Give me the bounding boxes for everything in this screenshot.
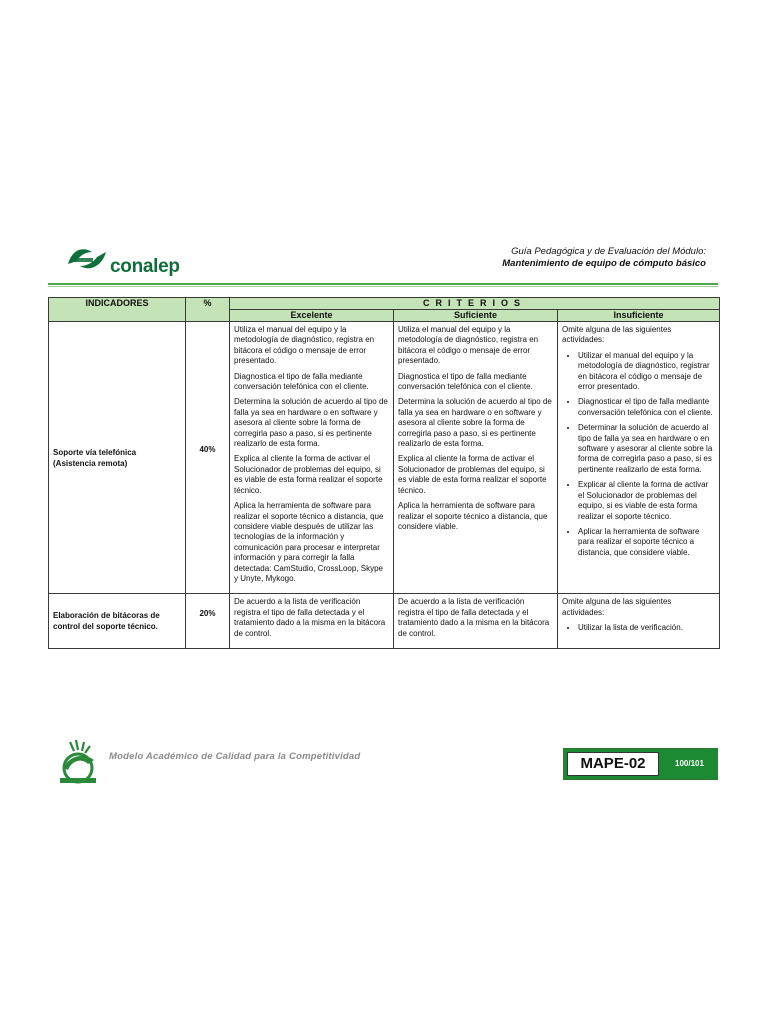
suficiente-cell [394,322,558,594]
header-divider [48,283,718,285]
document-code-box [563,748,718,780]
insuficiente-cell [558,322,720,594]
brand-name: conalep [110,256,180,277]
list-item: • Aplicar la herramienta de software para realizar el soporte técnico a distancia, que considere viable. [578,527,715,558]
percent-cell: 20% [186,594,230,649]
list-item: • Determinar la solución de acuerdo al tipo de falla ya sea en hardware o en software y asesorar al cliente sobre la forma de corregirla paso a paso, si es pertinente realizarlo de esta forma. [578,423,715,475]
table-row [49,594,720,649]
omission-list [562,351,715,558]
insuficiente-cell [558,594,720,649]
document-code: MAPE-02 [567,752,659,776]
criterion-text: Determina la solución de acuerdo al tipo de falla ya sea en hardware o en software y asesora al cliente sobre la forma de corregirla paso a paso, si es pertinente realizarlo de esta forma. [234,397,388,449]
list-item: • Explicar al cliente la forma de activar el Solucionador de problemas del equipo, si es viable de esta forma realizar el soporte técnico. [578,480,715,522]
criterion-text: Diagnostica el tipo de falla mediante conversación telefónica con el cliente. [398,371,533,392]
header-insuficiente: Insuficiente [558,310,720,322]
header-excelente: Excelente [230,310,394,322]
criterion-text: Utiliza el manual del equipo y la metodología de diagnóstico, registra en bitácora el código o mensaje de error presentado. [234,325,375,366]
table-row [49,322,720,594]
criterion-text: Explica al cliente la forma de activar el Solucionador de problemas del equipo, si es viable de esta forma realizar el soporte técnico. [234,454,383,495]
header-percent: % [186,298,230,322]
criterion-text: Utiliza el manual del equipo y la metodología de diagnóstico, registra en bitácora el código o mensaje de error presentado. [398,325,539,366]
footer-slogan: Modelo Académico de Calidad para la Competitividad [109,751,361,762]
conalep-emblem-icon [66,244,110,274]
guide-title: Guía Pedagógica y de Evaluación del Módulo: [511,246,706,257]
criterion-text: De acuerdo a la lista de verificación registra el tipo de falla detectada y el tratamiento dado a la misma en la bitácora de control. [234,597,386,638]
criterion-text: De acuerdo a la lista de verificación registra el tipo de falla detectada y el tratamiento dado a la misma en la bitácora de control. [398,597,550,638]
omission-list [562,623,715,633]
list-item: • Utilizar la lista de verificación. [578,623,715,633]
document-header [502,246,706,270]
indicator-cell: Soporte vía telefónica (Asistencia remota) [49,322,186,594]
header-criterios: CRITERIOS [230,298,720,310]
header-suficiente: Suficiente [394,310,558,322]
suficiente-cell [394,594,558,649]
percent-cell: 40% [186,322,230,594]
module-name: Mantenimiento de equipo de cómputo básico [502,258,706,269]
header-divider-light [48,286,718,287]
rubric-table [48,297,720,649]
excelente-cell [230,594,394,649]
excelente-cell [230,322,394,594]
criterion-text: Aplica la herramienta de software para realizar el soporte técnico a distancia, que considere viable. [398,501,548,531]
criterion-text: Aplica la herramienta de software para realizar el soporte técnico a distancia, que considere viable después de utilizar las tecnologías de la información y comunicación para procesar e interpretar información y para corregir la falla detectada: CamStudio, CrossLoop, Skype y Unyte, Mykogo. [234,501,384,583]
header-indicadores: INDICADORES [49,298,186,322]
criterion-intro: Omite alguna de las siguientes actividades: [562,325,672,345]
quality-emblem-icon [54,738,104,786]
criterion-intro: Omite alguna de las siguientes actividades: [562,597,672,617]
list-item: • Diagnosticar el tipo de falla mediante conversación telefónica con el cliente. [578,397,715,418]
page-number: 100/101 [675,759,704,768]
criterion-text: Determina la solución de acuerdo al tipo de falla ya sea en hardware o en software y asesora al cliente sobre la forma de corregirla paso a paso, si es pertinente realizarlo de esta forma. [398,397,552,449]
quality-model-logo [54,738,104,786]
list-item: • Utilizar el manual del equipo y la metodología de diagnóstico, registrar en bitácora el código o mensaje de error presentado. [578,351,715,393]
criterion-text: Explica al cliente la forma de activar el Solucionador de problemas del equipo, si es viable de esta forma realizar el soporte técnico. [398,454,547,495]
criterion-text: Diagnostica el tipo de falla mediante conversación telefónica con el cliente. [234,371,369,392]
indicator-cell: Elaboración de bitácoras de control del soporte técnico. [49,594,186,649]
